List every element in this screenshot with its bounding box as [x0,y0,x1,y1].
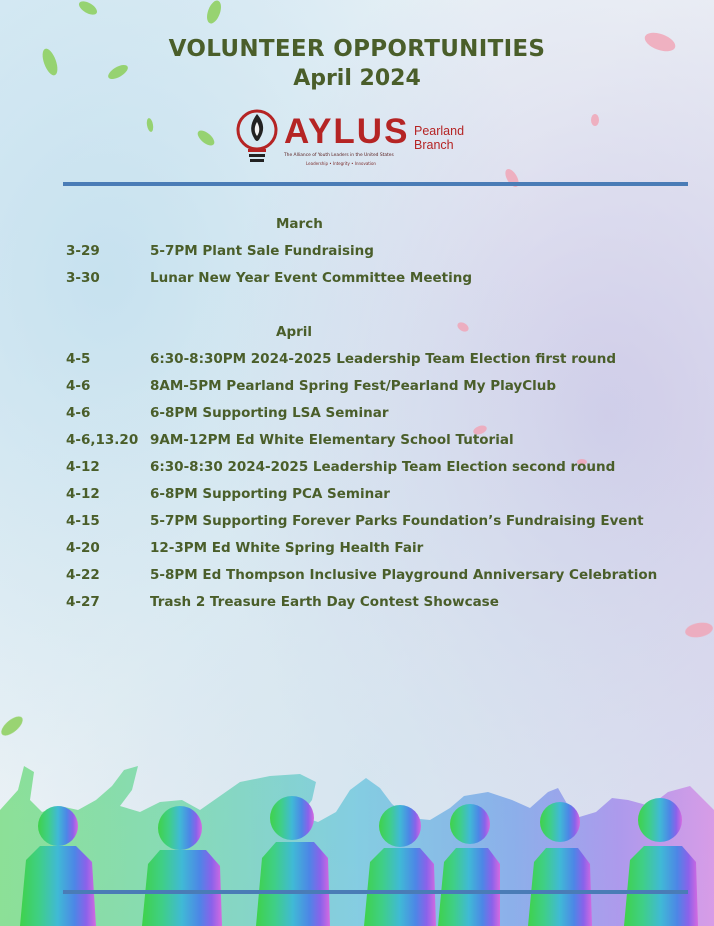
lightbulb-flame-icon [234,108,280,168]
event-description: 9AM-12PM Ed White Elementary School Tutorial [150,432,514,448]
event-description: 6-8PM Supporting LSA Seminar [150,405,389,421]
month-heading-april: April [276,324,313,340]
month-heading-march: March [276,216,323,232]
event-date: 4-6 [66,405,91,421]
top-divider [63,182,688,186]
event-description: Lunar New Year Event Committee Meeting [150,270,472,286]
event-description: 5-7PM Supporting Forever Parks Foundation’s Fundraising Event [150,513,644,529]
page-title: VOLUNTEER OPPORTUNITIES [168,36,546,62]
event-date: 4-27 [66,594,100,610]
logo-values: Leadership • Integrity • Innovation [306,161,376,166]
logo-branch [414,124,464,152]
event-description: 8AM-5PM Pearland Spring Fest/Pearland My PlayClub [150,378,557,394]
event-date: 4-22 [66,567,100,583]
event-date: 4-5 [66,351,91,367]
event-date: 4-12 [66,459,100,475]
logo-branch-line1: Pearland [414,124,465,138]
logo-wordmark: AYLUS [284,112,410,151]
page-subtitle: April 2024 [293,66,421,91]
aylus-logo [234,108,484,170]
event-description: 6-8PM Supporting PCA Seminar [150,486,390,502]
event-description: 5-7PM Plant Sale Fundraising [150,243,374,259]
event-date: 4-12 [66,486,100,502]
event-date: 4-20 [66,540,100,556]
event-description: 6:30-8:30PM 2024-2025 Leadership Team Election first round [150,351,617,367]
event-date: 4-6 [66,378,91,394]
bottom-divider [63,890,688,894]
event-description: Trash 2 Treasure Earth Day Contest Showcase [150,594,499,610]
event-date: 4-6,13.20 [66,432,139,448]
event-description: 12-3PM Ed White Spring Health Fair [150,540,424,556]
event-description: 5-8PM Ed Thompson Inclusive Playground Anniversary Celebration [150,567,658,583]
logo-branch-line2: Branch [414,138,454,152]
event-date: 4-15 [66,513,100,529]
event-date: 3-30 [66,270,100,286]
event-description: 6:30-8:30 2024-2025 Leadership Team Election second round [150,459,616,475]
logo-tagline: The Alliance of Youth Leaders in the United States [284,153,394,158]
event-date: 3-29 [66,243,100,259]
